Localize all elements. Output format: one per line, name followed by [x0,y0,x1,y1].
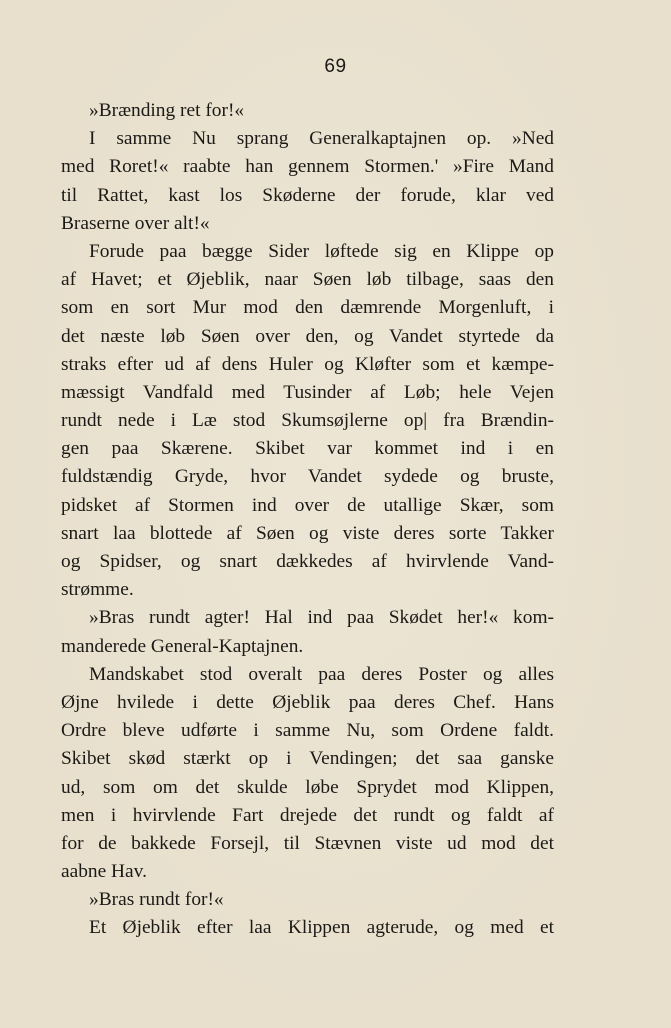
text-line: til Rattet, kast los Skøderne der forude, klar ved [61,184,554,206]
text-line: aabne Hav. [61,861,147,883]
text-line: Forude paa bægge Sider løftede sig en Klippe op [89,240,554,262]
text-line: gen paa Skærene. Skibet var kommet ind i en [61,438,554,460]
text-line: og Spidser, og snart dækkedes af hvirvlende Vand- [61,551,554,572]
text-line: I samme Nu sprang Generalkaptajnen op. »Ned [89,128,554,150]
text-line: ud, som om det skulde løbe Sprydet mod Klippen, [61,776,554,798]
text-line: Ordre bleve udførte i samme Nu, som Ordene faldt. [61,720,554,742]
text-line: af Havet; et Øjeblik, naar Søen løb tilbage, saas den [61,269,554,291]
text-line: pidsket af Stormen ind over de utallige Skær, som [61,494,554,516]
text-line: det næste løb Søen over den, og Vandet styrtede da [61,325,554,347]
text-line: Et Øjeblik efter laa Klippen agterude, og med et [89,917,554,939]
text-line: Braserne over alt!« [61,212,210,234]
text-line: mæssigt Vandfald med Tusinder af Løb; hele Vejen [61,381,554,403]
text-line: snart laa blottede af Søen og viste deres sorte Takker [61,522,554,544]
text-line: som en sort Mur mod den dæmrende Morgenluft, i [61,297,554,319]
text-line: »Brænding ret for!« [89,100,245,121]
text-line: for de bakkede Forsejl, til Stævnen viste ud mod det [61,832,554,854]
text-line: Øjne hvilede i dette Øjeblik paa deres Chef. Hans [61,691,554,713]
text-line: rundt nede i Læ stod Skumsøjlerne op| fra Brændin- [61,410,554,432]
text-line: fuldstændig Gryde, hvor Vandet sydede og bruste, [61,466,554,488]
text-line: Mandskabet stod overalt paa deres Poster og alles [89,663,554,685]
text-line: men i hvirvlende Fart drejede det rundt og faldt af [61,804,554,826]
body-text [61,97,554,943]
text-line: »Bras rundt agter! Hal ind paa Skødet her!« kom- [89,607,554,629]
text-line: manderede General-Kaptajnen. [61,635,304,657]
page-number: 69 [324,56,347,77]
text-line: straks efter ud af dens Huler og Kløfter som et kæmpe- [61,353,554,375]
text-line: med Roret!« raabte han gennem Stormen.' »Fire Mand [61,156,554,178]
text-line: »Bras rundt for!« [89,889,224,911]
text-line: Skibet skød stærkt op i Vendingen; det saa ganske [61,748,554,770]
text-line: strømme. [61,579,134,601]
